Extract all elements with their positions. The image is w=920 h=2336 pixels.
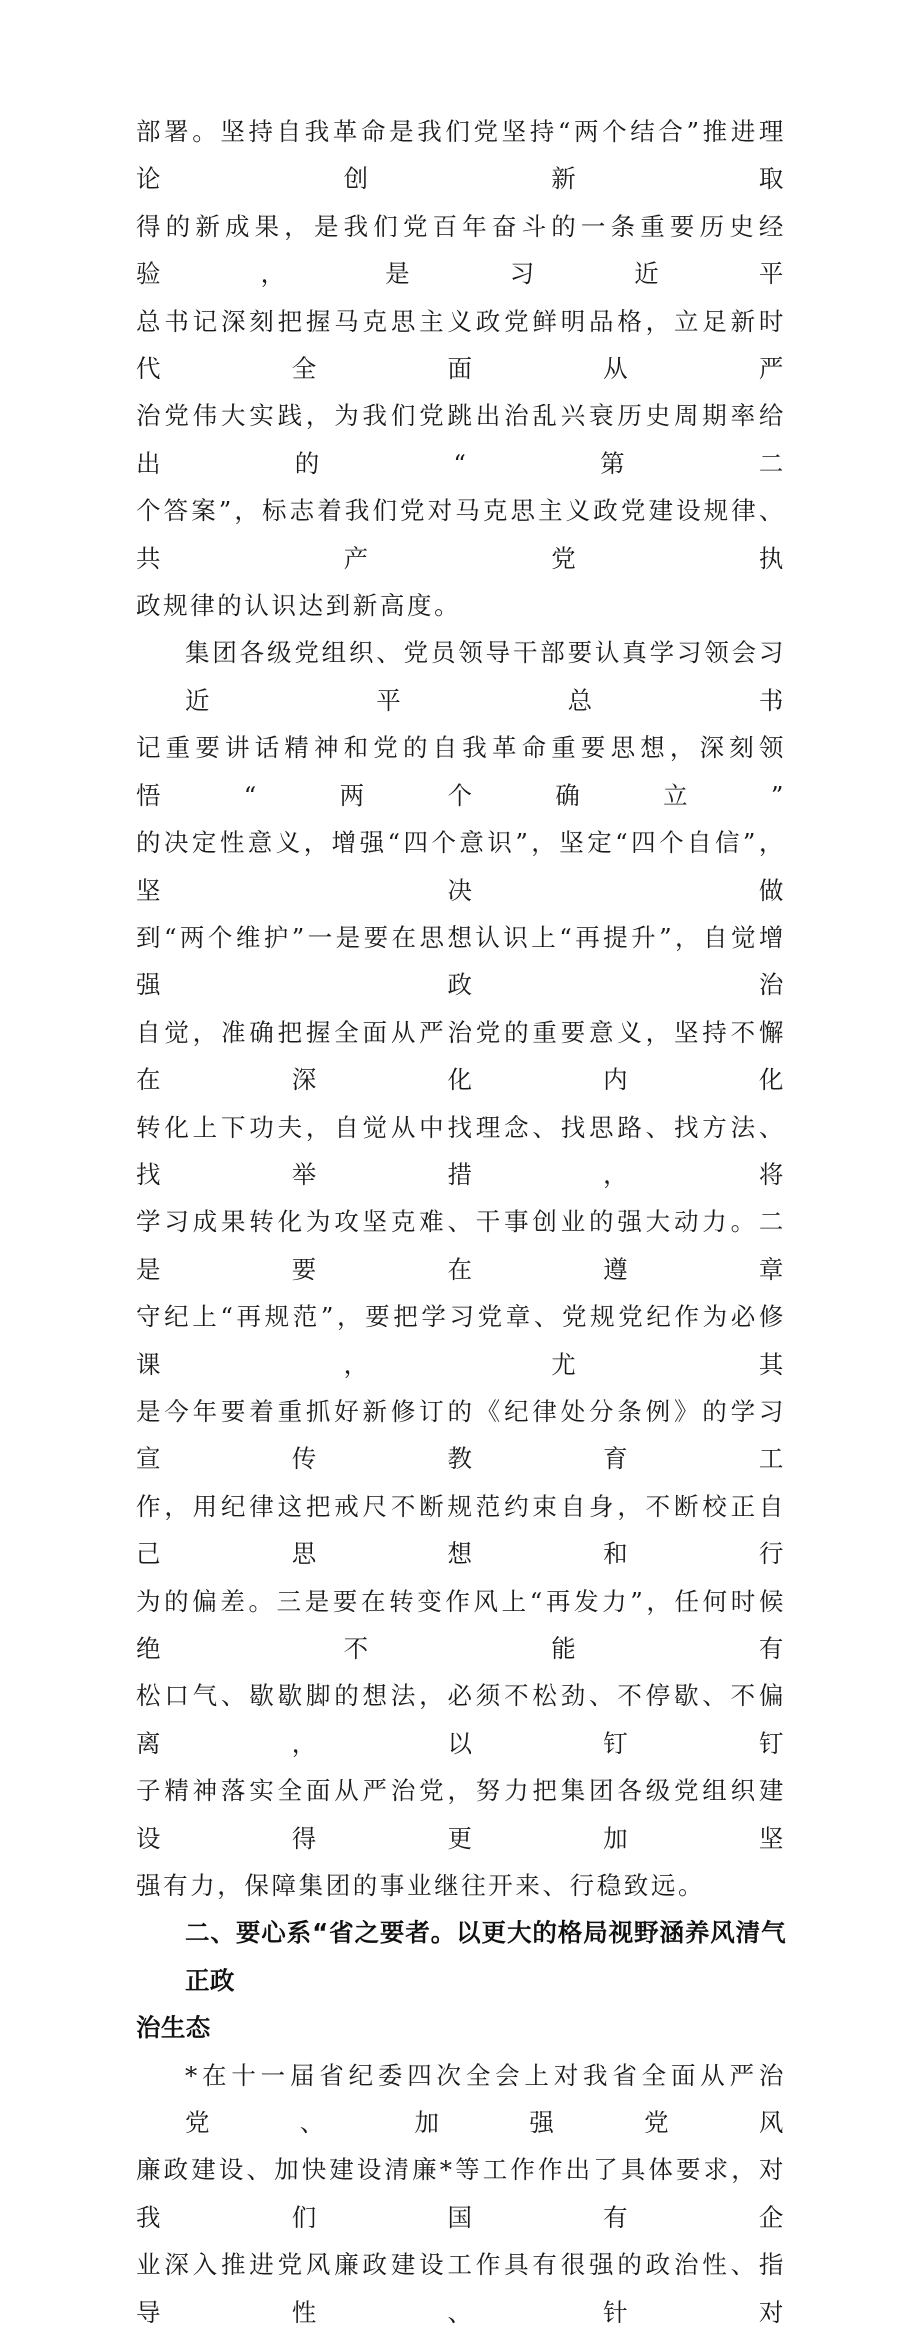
text-line: 记重要讲话精神和党的自我革命重要思想，深刻领悟“两个确立”: [136, 733, 786, 810]
heading-line: 二、要心系“省之要者。以更大的格局视野涵养风清气正政: [185, 1918, 786, 1995]
paragraph-self-revolution: [136, 108, 786, 629]
text-line: 部署。坚持自我革命是我们党坚持“两个结合”推进理论创新取: [136, 117, 786, 194]
text-line: 到“两个维护”一是要在思想认识上“再提升”，自觉增强政治: [136, 922, 786, 1000]
text-line: 个答案”，标志着我们党对马克思主义政党建设规律、共产党执: [136, 496, 786, 573]
text-line: 廉政建设、加快建设清廉*等工作作出了具体要求，对我们国有企: [136, 2155, 786, 2232]
text-line: 守纪上“再规范”，要把学习党章、党规党纪作为必修课，尤其: [136, 1302, 786, 1379]
text-line: 治党伟大实践，为我们党跳出治乱兴衰历史周期率给出的“第二: [136, 401, 786, 478]
heading-line: 治生态: [136, 2013, 211, 2043]
text-line: *在十一届省纪委四次全会上对我省全面从严治党、加强党风: [185, 2060, 786, 2138]
text-line: 得的新成果，是我们党百年奋斗的一条重要历史经验，是习近平: [136, 211, 786, 289]
text-line: 集团各级党组织、党员领导干部要认真学习领会习近平总书: [185, 638, 786, 715]
text-line: 总书记深刻把握马克思主义政党鲜明品格，立足新时代全面从严: [136, 306, 786, 384]
text-line: 学习成果转化为攻坚克难、干事创业的强大动力。二是要在遵章: [136, 1207, 786, 1284]
text-line: 的决定性意义，增强“四个意识”，坚定“四个自信”，坚决做: [136, 828, 786, 905]
section-heading: [136, 1909, 786, 2051]
document-body: [136, 108, 786, 2336]
text-line: 政规律的认识达到新高度。: [136, 591, 462, 621]
text-line: 转化上下功夫，自觉从中找理念、找思路、找方法、找举措，将: [136, 1112, 786, 1189]
text-line: 子精神落实全面从严治党，努力把集团各级党组织建设得更加坚: [136, 1776, 786, 1853]
text-line: 强有力，保障集团的事业继往开来、行稳致远。: [136, 1871, 706, 1901]
paragraph-provincial-session: [136, 2052, 786, 2336]
text-line: 业深入推进党风廉政建设工作具有很强的政治性、指导性、针对: [136, 2250, 786, 2327]
text-line: 为的偏差。三是要在转变作风上“再发力”，任何时候绝不能有: [136, 1586, 786, 1663]
text-line: 是今年要着重抓好新修订的《纪律处分条例》的学习宣传教育工: [136, 1396, 786, 1474]
paragraph-group-study: [136, 629, 786, 1909]
text-line: 作，用纪律这把戒尺不断规范约束自身，不断校正自己思想和行: [136, 1491, 786, 1569]
text-line: 松口气、歇歇脚的想法，必须不松劲、不停歇、不偏离，以钉钉: [136, 1681, 786, 1758]
text-line: 自觉，准确把握全面从严治党的重要意义，坚持不懈在深化内化: [136, 1017, 786, 1095]
